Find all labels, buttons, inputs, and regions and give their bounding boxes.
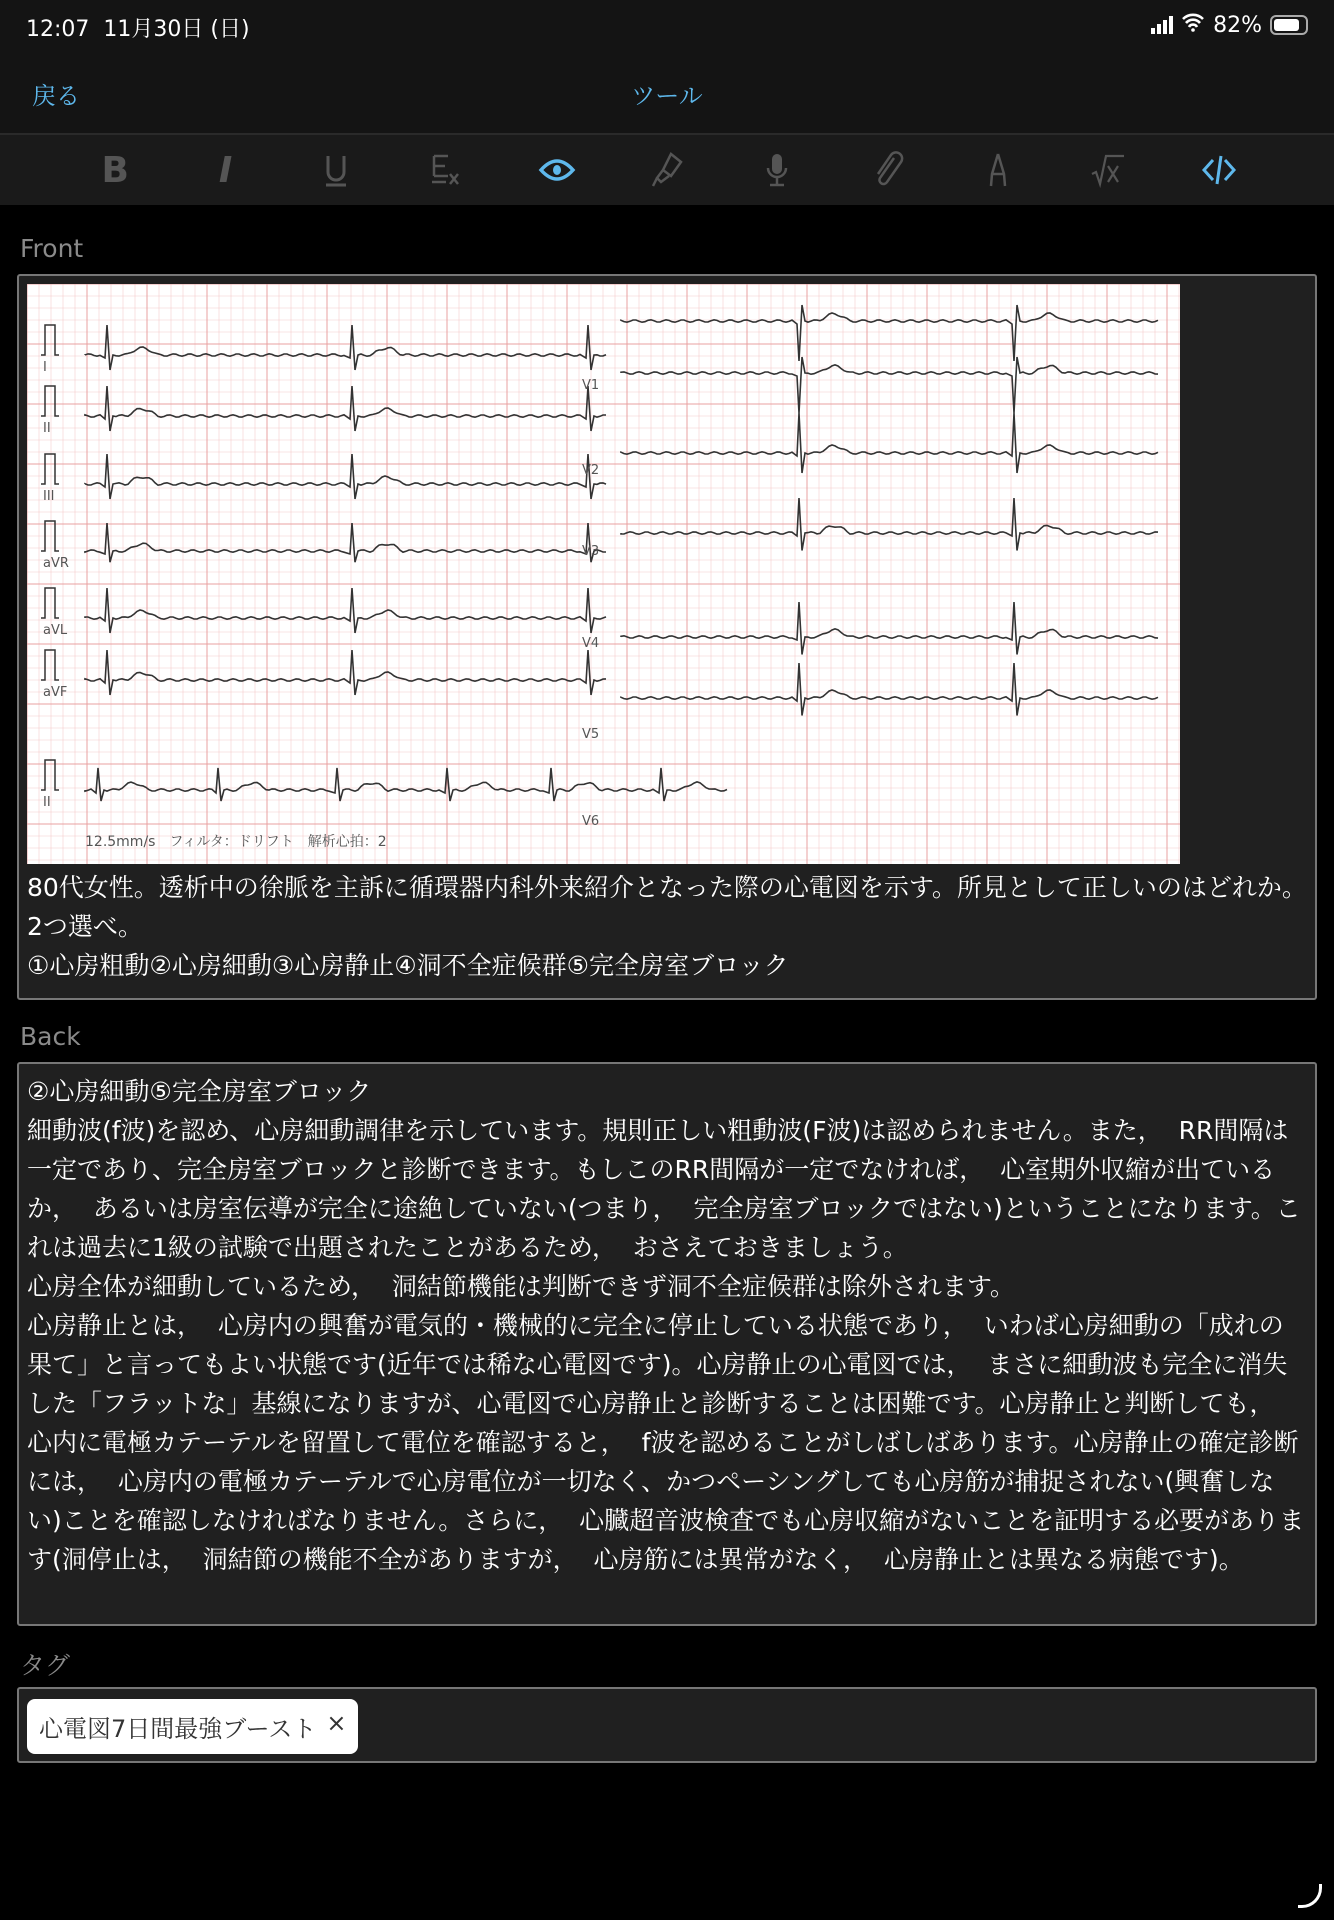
resize-handle-icon <box>1298 1884 1322 1908</box>
lead-label: I <box>43 360 47 375</box>
lead-label: III <box>43 489 55 504</box>
lead-label: V1 <box>582 378 600 393</box>
ecg-trace-aVF <box>85 650 606 695</box>
question-text: 80代女性。透析中の徐脈を主訴に循環器内科外来紹介となった際の心電図を示す。所見として正しいのはどれか。2つ選べ。 <box>27 873 1307 941</box>
calibration-mark <box>41 386 59 416</box>
calibration-mark <box>41 454 59 484</box>
status-time <box>26 12 250 43</box>
explanation-paragraph: 心房全体が細動しているため， 洞結節機能は判断できず洞不全症候群は除外されます。 <box>27 1272 1015 1301</box>
answer-text: ②心房細動⑤完全房室ブロック <box>27 1077 372 1106</box>
wifi-icon <box>1181 12 1205 38</box>
explanation-paragraph: 細動波(f波)を認め、心房細動調律を示しています。規則正しい粗動波(F波)は認められません。また， RR間隔は一定であり、完全房室ブロックと診断できます。もしこのRR間隔が一定でなければ， 心室期外収縮が出ているか， あるいは房室伝導が完全に途絶していない(つまり， 完全房室ブロックではない)ということになります。これは過去に1級の試験で出題されたことがあるため， おさえておきましょう。 <box>27 1116 1301 1262</box>
status-indicators <box>1151 12 1308 38</box>
battery-icon <box>1270 15 1308 35</box>
ecg-trace-V5 <box>621 602 1158 655</box>
ecg-trace-V1 <box>621 305 1158 361</box>
nav-title[interactable]: ツール <box>631 82 703 110</box>
lead-label: II <box>43 421 51 436</box>
attachment-icon[interactable] <box>863 145 913 195</box>
ecg-grid-minor <box>27 284 1180 864</box>
ecg-trace-aVR <box>85 523 606 562</box>
ink-pen-icon[interactable] <box>973 145 1023 195</box>
lead-label: V2 <box>582 463 600 478</box>
microphone-icon[interactable] <box>752 145 802 195</box>
ecg-trace-rhythm <box>85 768 727 801</box>
html-code-icon[interactable] <box>1194 145 1244 195</box>
lead-label: V5 <box>582 727 600 742</box>
ecg-trace-III <box>85 454 606 499</box>
calibration-mark <box>41 325 59 355</box>
front-field[interactable] <box>17 274 1317 1000</box>
ecg-caption: 12.5mm/s フィルタ：ドリフト 解析心拍：2 <box>85 834 387 850</box>
underline-icon[interactable] <box>311 145 361 195</box>
ecg-trace-aVL <box>85 588 606 633</box>
ecg-trace-II <box>85 386 606 431</box>
lead-label: aVL <box>43 623 68 638</box>
lead-label: V3 <box>582 544 600 559</box>
signal-icon <box>1151 16 1173 34</box>
format-toolbar <box>0 133 1334 205</box>
highlighter-icon[interactable] <box>642 145 692 195</box>
lead-label: V6 <box>582 814 600 829</box>
tags-field[interactable] <box>17 1687 1317 1763</box>
bold-icon[interactable]: B <box>101 149 129 191</box>
lead-label: aVF <box>43 685 68 700</box>
ecg-trace-V6 <box>621 663 1158 716</box>
top-bar <box>0 0 1334 133</box>
lead-label: aVR <box>43 556 69 571</box>
ecg-image <box>27 284 1180 864</box>
date: 11月30日 (日) <box>103 17 250 42</box>
time: 12:07 <box>26 17 90 42</box>
tag-chip[interactable] <box>27 1699 358 1754</box>
explanation-paragraph: 心房静止とは， 心房内の興奮が電気的・機械的に完全に停止している状態であり， いわば心房細動の「成れの果て」と言ってもよい状態です(近年では稀な心電図です)。心房静止の心電図では， まさに細動波も完全に消失した「フラットな」基線になりますが、心電図で心房静止と診断することは困難です。心房静止と判断しても， 心内に電極カテーテルを留置して電位を確認すると， f波を認めることがしばしばあります。心房静止の確定診断には， 心房内の電極カテーテルで心房電位が一切なく、かつペーシングしても心房筋が捕捉されない(興奮しない)ことを確認しなければなりません。さらに， 心臓超音波検査でも心房収縮がないことを証明する必要があります(洞停止は， 洞結節の機能不全がありますが， 心房筋には異常がなく， 心房静止とは異なる病態です)。 <box>27 1311 1305 1574</box>
battery-percent: 82% <box>1213 12 1262 38</box>
ecg-trace-V2 <box>621 357 1158 413</box>
front-label: Front <box>20 234 84 263</box>
choices-text: ①心房粗動②心房細動③心房静止④洞不全症候群⑤完全房室ブロック <box>27 951 789 980</box>
back-button[interactable]: 戻る <box>32 82 80 110</box>
tags-label: タグ <box>20 1651 71 1680</box>
clear-format-icon[interactable] <box>421 145 471 195</box>
calibration-mark <box>41 588 59 618</box>
lead-label: II <box>43 795 51 810</box>
math-sqrt-icon[interactable] <box>1083 145 1133 195</box>
eye-icon[interactable] <box>532 145 582 195</box>
tag-remove-button[interactable]: × <box>326 1709 347 1737</box>
ecg-grid-major <box>27 284 1180 864</box>
italic-icon[interactable]: I <box>218 149 233 191</box>
back-field[interactable] <box>17 1062 1317 1626</box>
back-label: Back <box>20 1022 81 1051</box>
lead-label: V4 <box>582 636 600 651</box>
calibration-mark <box>41 650 59 680</box>
tag-label: 心電図7日間最強ブースト <box>39 1715 317 1743</box>
